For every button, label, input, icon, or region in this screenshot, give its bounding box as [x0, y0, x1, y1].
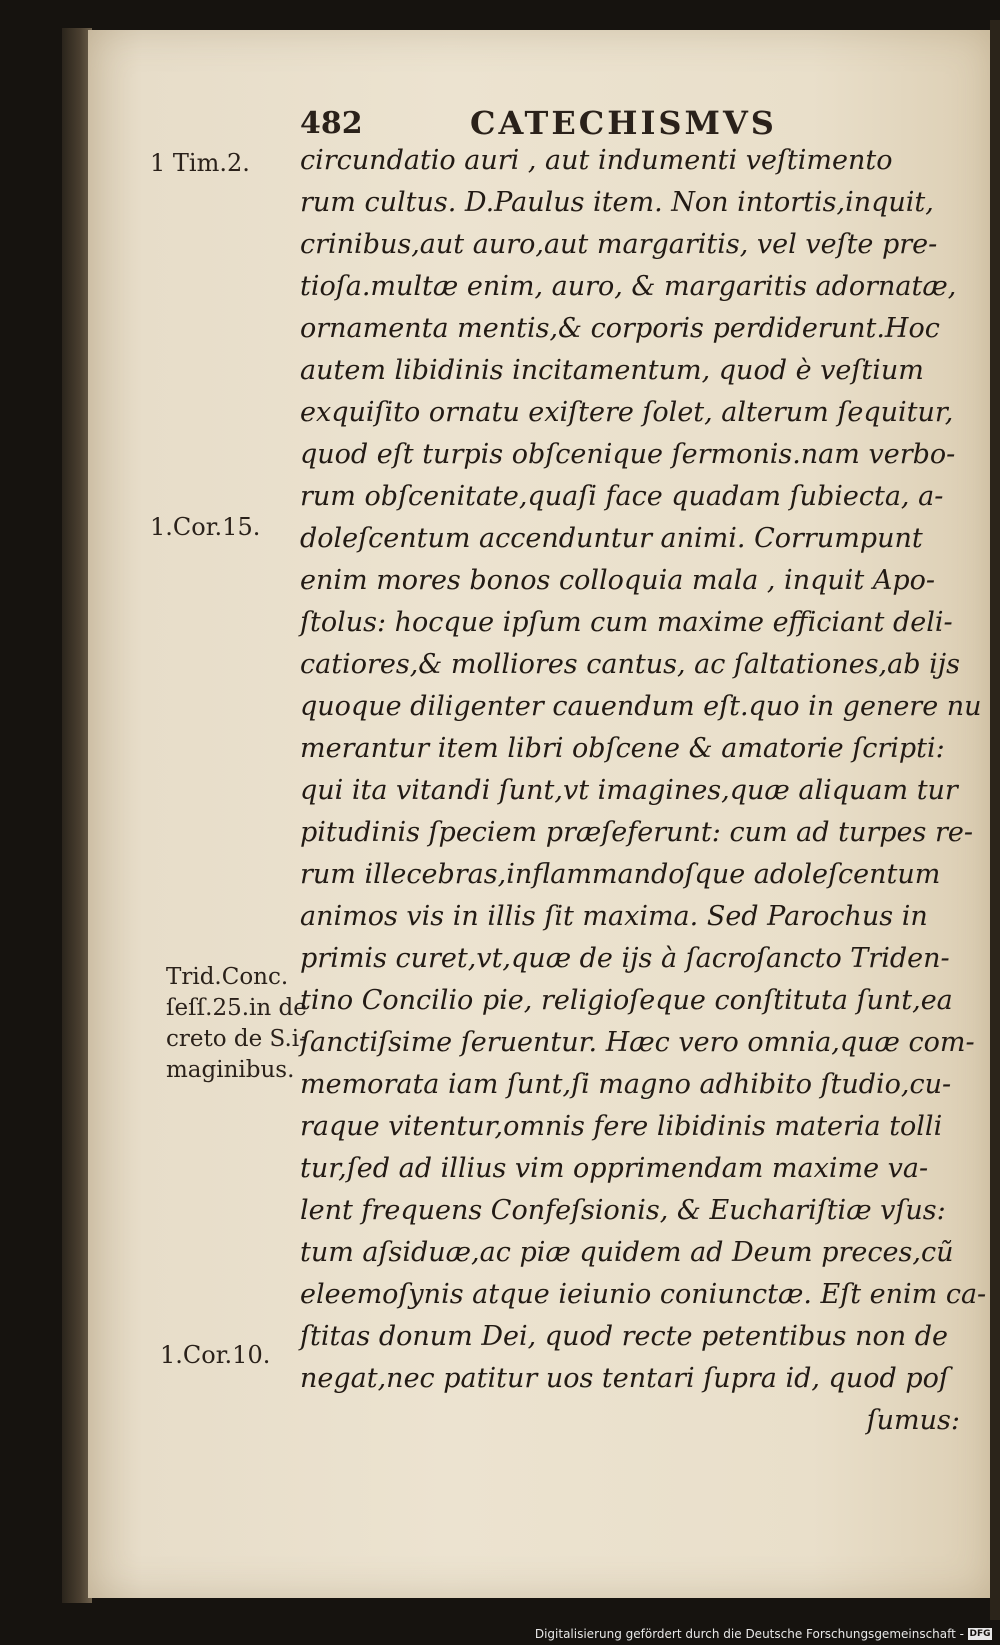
- margin-note-3-line: ſeſſ.25.in de: [166, 995, 307, 1021]
- text-line: qui ita vitandi ſunt,vt imagines,quæ aliquam tur: [300, 775, 958, 806]
- text-line: crinibus,aut auro,aut margaritis, vel veſte pre-: [300, 229, 938, 260]
- text-line: ornamenta mentis,& corporis perdiderunt.Hoc: [300, 313, 940, 344]
- margin-note-3: [166, 962, 307, 1086]
- text-line: ſtolus: hocque ipſum cum maxime efficiant deli-: [300, 607, 953, 638]
- main-text-column: [300, 140, 987, 1442]
- text-line: circundatio auri , aut indumenti veſtimento: [300, 145, 893, 176]
- text-line: merantur item libri obſcene & amatorie ſcripti:: [300, 733, 945, 764]
- text-line: tur,ſed ad illius vim opprimendam maxime va-: [300, 1153, 929, 1184]
- margin-note-4: 1.Cor.10.: [160, 1341, 271, 1369]
- text-line: catiores,& molliores cantus, ac ſaltationes,ab ijs: [300, 649, 960, 680]
- margin-note-1: 1 Tim.2.: [150, 149, 250, 177]
- text-line: pitudinis ſpeciem præſeferunt: cum ad turpes re-: [300, 817, 973, 848]
- text-line: animos vis in illis ſit maxima. Sed Parochus in: [300, 901, 928, 932]
- margin-note-3-line: creto de S.i-: [166, 1026, 307, 1052]
- text-line: tioſa.multæ enim, auro, & margaritis adornatæ,: [300, 271, 957, 302]
- text-line: ſanctiſsime ſeruentur. Hæc vero omnia,quæ com-: [300, 1027, 975, 1058]
- text-line: autem libidinis incitamentum, quod è veſtium: [300, 355, 924, 386]
- dfg-logo-icon: DFG: [969, 1629, 991, 1639]
- digitization-credit: [535, 1627, 992, 1641]
- text-line: raque vitentur,omnis fere libidinis materia tolli: [300, 1111, 943, 1142]
- catchword-line: ſumus:: [866, 1405, 960, 1436]
- margin-note-3-line: Trid.Conc.: [166, 964, 289, 990]
- page-edge: [990, 20, 1000, 1620]
- text-line: enim mores bonos colloquia mala , inquit Apo-: [300, 565, 935, 596]
- text-line: quod eſt turpis obſcenique ſermonis.nam verbo-: [300, 439, 956, 470]
- page-number: 482: [300, 106, 363, 141]
- text-line: rum cultus. D.Paulus item. Non intortis,inquit,: [300, 187, 934, 218]
- running-title: CATECHISMVS: [470, 104, 777, 142]
- margin-note-3-line: maginibus.: [166, 1057, 295, 1083]
- text-line: memorata iam ſunt,ſi magno adhibito ſtudio,cu-: [300, 1069, 952, 1100]
- text-line: negat,nec patitur uos tentari ſupra id, quod poſ: [300, 1363, 949, 1394]
- text-line: primis curet,vt,quæ de ijs à ſacroſancto Triden-: [300, 943, 950, 974]
- credit-text: Digitalisierung gefördert durch die Deutsche Forschungsgemeinschaft -: [534, 1627, 964, 1641]
- text-line: tum aſsiduæ,ac piæ quidem ad Deum preces,cũ: [300, 1237, 954, 1268]
- text-line: rum illecebras,inflammandoſque adoleſcentum: [300, 859, 941, 890]
- text-line: ſtitas donum Dei, quod recte petentibus non de: [300, 1321, 948, 1352]
- text-line: rum obſcenitate,quaſi face quadam ſubiecta, a-: [300, 481, 944, 512]
- margin-note-2: 1.Cor.15.: [150, 513, 261, 541]
- text-line: tino Concilio pie, religioſeque conſtituta ſunt,ea: [300, 985, 953, 1016]
- text-line: quoque diligenter cauendum eſt.quo in genere nu: [300, 691, 982, 722]
- text-line: doleſcentum accenduntur animi. Corrumpunt: [300, 523, 923, 554]
- text-line: exquiſito ornatu exiſtere ſolet, alterum ſequitur,: [300, 397, 954, 428]
- text-line: eleemoſynis atque ieiunio coniunctæ. Eſt enim ca-: [300, 1279, 987, 1310]
- text-line: lent frequens Confeſsionis, & Euchariſtiæ vſus:: [300, 1195, 946, 1226]
